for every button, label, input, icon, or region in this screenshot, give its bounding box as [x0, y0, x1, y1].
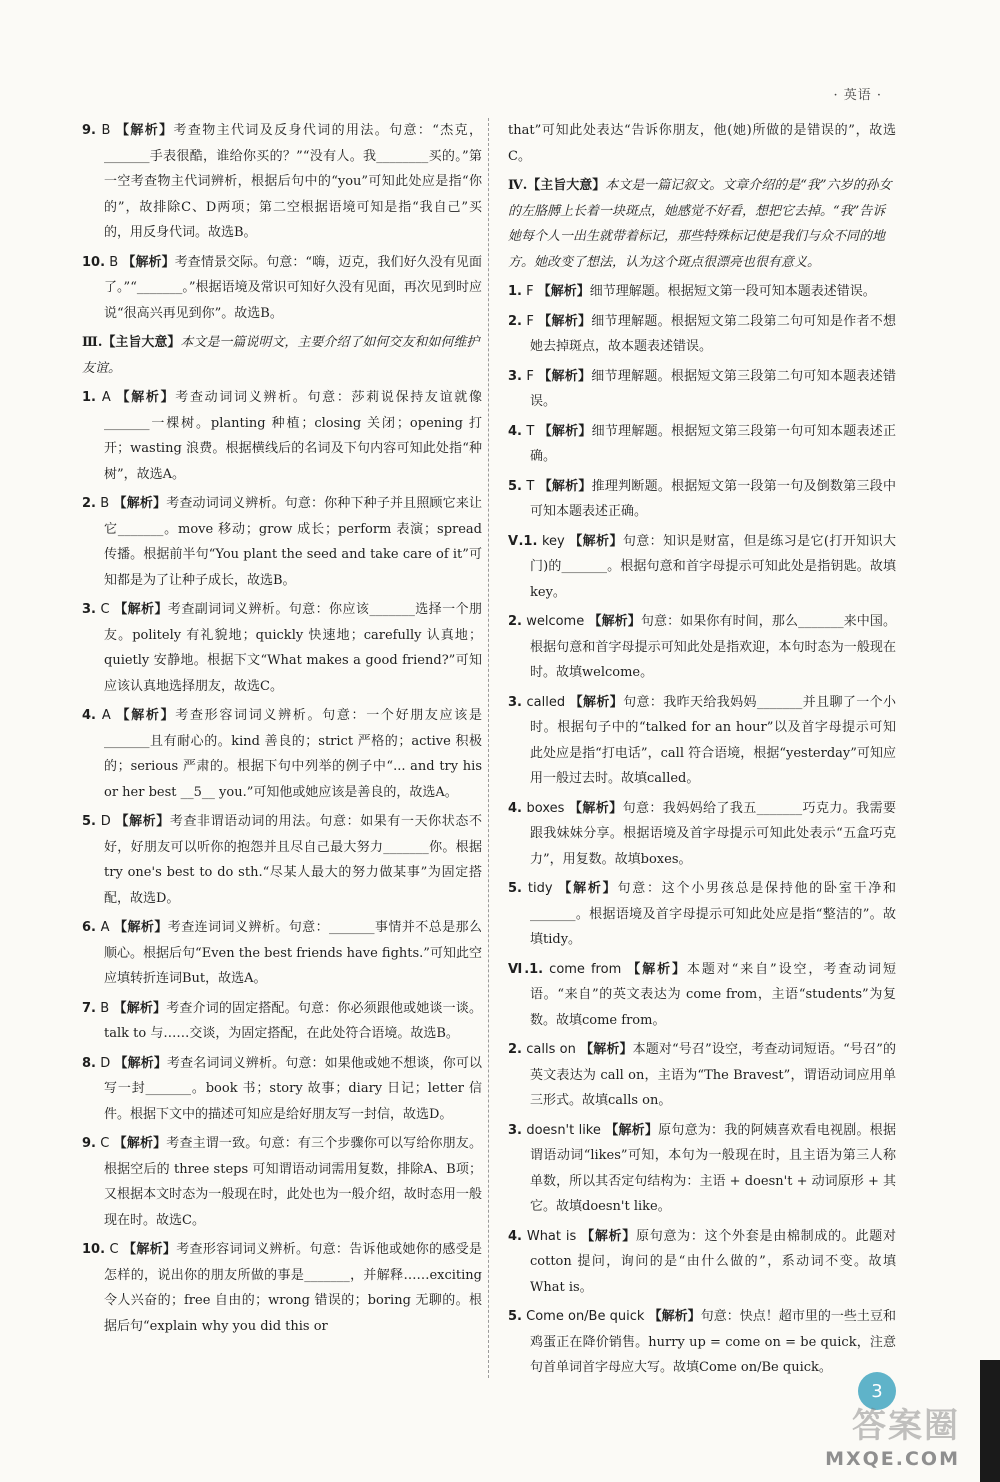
- item-explanation: 考查形容词词义辨析。句意：告诉他或她你的感受是怎样的，说出你的朋友所做的事是_______，并解释……exciting 令人兴奋的；free 自由的；wrong 错误的；boring 无聊的。根据后句“explain why you did this or: [104, 1242, 482, 1334]
- answer-item: [82, 1131, 482, 1233]
- item-answer: C: [109, 1242, 119, 1257]
- analysis-tag: 【解析】: [569, 694, 624, 710]
- item-number: 1.: [82, 390, 96, 405]
- answer-item: [508, 1037, 896, 1114]
- answer-item: [508, 419, 896, 470]
- item-explanation: 考查连词词义辨析。句意：_______事情并不总是那么顺心。根据后句“Even the best friends have fights.”可知此空应填转折连词But，故选A。: [104, 920, 482, 986]
- item-number: 2.: [508, 313, 522, 329]
- item-explanation: 细节理解题。根据短文第三段第一句可知本题表述正确。: [530, 423, 896, 464]
- item-explanation: 考查副词词义辨析。句意：你应该_______选择一个朋友。politely 有礼貌地；quickly 快速地；carefully 认真地；quietly 安静地。根据下文“What makes a good friend?”可知应该认真地选择朋友，故选C。: [104, 602, 482, 694]
- answer-item: [82, 915, 482, 992]
- watermark-glyphs: 答案圈: [852, 1406, 960, 1446]
- item-number: 5.: [508, 881, 522, 896]
- right-column: [508, 118, 896, 1385]
- item-explanation: 考查情景交际。句意：“嗨，迈克，我们好久没有见面了。”“_______。”根据语境及常识可知好久没有见面，再次见到时应说“很高兴再见到你”。故选B。: [104, 254, 482, 321]
- item-explanation: 考查名词词义辨析。句意：如果他或她不想谈，你可以写一封_______。book 书；story 故事；diary 日记；letter 信件。根据下文中的描述可知应是给好朋友写一封信，故选D。: [104, 1055, 482, 1122]
- analysis-tag: 【解析】: [558, 881, 618, 896]
- item-number: 8.: [82, 1055, 96, 1071]
- item-explanation: 考查介词的固定搭配。句意：你必须跟他或她谈一谈。talk to 与……交谈，为固定搭配，在此处符合语境。故选B。: [104, 1000, 482, 1041]
- answer-item: [82, 597, 482, 699]
- answer-item: [508, 876, 896, 953]
- item-number: Ⅵ.1.: [508, 961, 544, 977]
- answer-item: [508, 474, 896, 525]
- item-explanation: 句意：快点！超市里的一些土豆和鸡蛋正在降价销售。hurry up = come on = be quick，注意句首单词首字母应大写。故填Come on/Be quick。: [530, 1309, 896, 1375]
- item-explanation: 句意：如果你有时间，那么_______来中国。根据句意和首字母提示可知此处是指欢迎，本句时态为一般现在时。故填welcome。: [530, 614, 896, 680]
- item-answer: F: [526, 284, 534, 299]
- section-heading: Ⅳ.【主旨大意】: [508, 178, 606, 193]
- analysis-tag: 【解析】: [123, 1242, 177, 1257]
- analysis-tag: 【解析】: [115, 814, 170, 829]
- answer-item: [508, 279, 896, 305]
- edge-tab: [980, 1360, 1000, 1482]
- item-answer: F: [526, 313, 534, 329]
- item-number: 10.: [82, 1242, 106, 1257]
- item-number: 6.: [82, 920, 96, 935]
- analysis-tag: 【解析】: [537, 284, 590, 299]
- answer-item: [82, 491, 482, 593]
- analysis-tag: 【解析】: [569, 533, 623, 549]
- section-summary: [82, 330, 482, 381]
- item-answer: Come on/Be quick: [526, 1309, 645, 1324]
- page-header: · 英语 ·: [833, 88, 882, 103]
- watermark-site: MXQE.COM: [825, 1448, 960, 1470]
- analysis-tag: 【解析】: [114, 920, 168, 935]
- answer-item: [508, 690, 896, 792]
- item-number: 1.: [508, 284, 522, 299]
- item-answer: A: [101, 390, 111, 405]
- answer-item: [82, 1237, 482, 1339]
- page-number-badge: 3: [858, 1372, 896, 1410]
- item-number: 5.: [508, 1309, 522, 1324]
- analysis-tag: 【解析】: [114, 602, 168, 617]
- analysis-tag: 【解析】: [122, 254, 175, 270]
- watermark-logo: [790, 1396, 966, 1474]
- analysis-tag: 【解析】: [568, 800, 623, 816]
- item-answer: D: [100, 1055, 111, 1071]
- answer-item: [508, 364, 896, 415]
- section-heading: Ⅲ.【主旨大意】: [82, 335, 181, 350]
- analysis-tag: 【解析】: [538, 368, 592, 384]
- item-number: 4.: [508, 423, 522, 439]
- answer-item: [82, 118, 482, 246]
- item-number: 4.: [508, 1228, 522, 1244]
- answer-item: [82, 703, 482, 805]
- item-number: 7.: [82, 1000, 96, 1016]
- item-explanation: 句意：我昨天给我妈妈_______并且聊了一个小时。根据句子中的“talked for an hour”以及首字母提示可知此处应是指“打电话”，call 符合语境，根据“yesterday”可知应用一般过去时。故填called。: [530, 694, 896, 786]
- section-text: 本文是一篇说明文，主要介绍了如何交友和如何维护友谊。: [82, 335, 480, 376]
- item-answer: tidy: [527, 881, 553, 896]
- item-number: 2.: [508, 614, 522, 629]
- item-answer: calls on: [526, 1042, 576, 1057]
- item-number: 2.: [82, 496, 96, 511]
- item-explanation: 考查主谓一致。句意：有三个步骤你可以写给你朋友。根据空后的 three steps 可知谓语动词需用复数，排除A、B项；又根据本文时态为一般现在时，此处也为一般介绍，故时态用一般现在时。故选C。: [104, 1136, 482, 1228]
- item-number: 3.: [508, 694, 522, 710]
- item-answer: D: [100, 814, 111, 829]
- item-explanation: 本题对“号召”设空，考查动词短语。“号召”的英文表达为 call on，主语为“The Bravest”，谓语动词应用单三形式。故填calls on。: [530, 1042, 896, 1108]
- item-explanation: 句意：知识是财富，但是练习是它(打开知识大门)的_______。根据句意和首字母提示可知此处是指钥匙。故填key。: [530, 533, 897, 600]
- answer-item: [508, 609, 896, 686]
- item-number: 9.: [82, 1136, 96, 1151]
- analysis-tag: 【解析】: [113, 496, 167, 511]
- analysis-tag: 【解析】: [113, 1136, 167, 1151]
- item-number: 2.: [508, 1042, 522, 1057]
- column-divider: [488, 118, 489, 1378]
- answer-item: [82, 385, 482, 487]
- item-number: 3.: [508, 368, 522, 384]
- section-summary: [508, 173, 896, 275]
- section-text: 本文是一篇记叙文。文章介绍的是“我”六岁的孙女的左胳膊上长着一块斑点，她感觉不好看，想把它去掉。“我”告诉她每个人一出生就带着标记，那些特殊标记使是我们与众不同的地方。她改变了想法，认为这个斑点很漂亮也很有意义。: [508, 178, 892, 270]
- analysis-tag: 【解析】: [116, 708, 176, 723]
- answer-item: [508, 957, 896, 1034]
- item-explanation: 考查动词词义辨析。句意：你种下种子并且照顾它来让它_______。move 移动；grow 成长；perform 表演；spread 传播。根据前半句“You plant the seed and take care of it”可知都是为了让种子成长，故选B。: [104, 496, 482, 588]
- item-answer: B: [109, 254, 119, 270]
- item-explanation: 本题对“来自”设空，考查动词短语。“来自”的英文表达为 come from，主语“students”为复数。故填come from。: [530, 961, 896, 1028]
- item-answer: A: [100, 920, 110, 935]
- item-number: Ⅴ.1.: [508, 533, 538, 549]
- analysis-tag: 【解析】: [115, 123, 174, 138]
- item-explanation: 细节理解题。根据短文第一段可知本题表述错误。: [589, 284, 876, 299]
- item-answer: B: [100, 1000, 110, 1016]
- item-number: 5.: [82, 814, 96, 829]
- item-answer: called: [526, 694, 566, 710]
- item-answer: B: [100, 496, 110, 511]
- left-column: [82, 118, 482, 1343]
- answer-item: [508, 309, 896, 360]
- item-answer: C: [100, 602, 110, 617]
- analysis-tag: 【解析】: [648, 1309, 701, 1324]
- analysis-tag: 【解析】: [581, 1228, 636, 1244]
- item-explanation: 考查形容词词义辨析。句意：一个好朋友应该是_______且有耐心的。kind 善良的；strict 严格的；active 积极的；serious 严肃的。根据下句中列举的例子中“... and try his or her best __5__ you.”可知他或她应该是善良的，故选A。: [104, 708, 482, 800]
- analysis-tag: 【解析】: [588, 614, 641, 629]
- answer-item: [508, 529, 896, 606]
- item-explanation: 句意：我妈妈给了我五_______巧克力。我需要跟我妹妹分享。根据语境及首字母提示可知此处表示“五盒巧克力”，用复数。故填boxes。: [530, 800, 896, 867]
- answer-item: [508, 1224, 896, 1301]
- item-explanation: 句意：这个小男孩总是保持他的卧室干净和_______。根据语境及首字母提示可知此处应是指“整洁的”。故填tidy。: [530, 881, 896, 947]
- item-explanation: 推理判断题。根据短文第一段第一句及倒数第三段中可知本题表述正确。: [530, 478, 896, 519]
- item-number: 4.: [508, 800, 522, 816]
- item-number: 9.: [82, 123, 96, 138]
- item-explanation: 细节理解题。根据短文第三段第二句可知本题表述错误。: [530, 368, 896, 409]
- item-answer: What is: [526, 1228, 577, 1244]
- item-answer: A: [101, 708, 111, 723]
- analysis-tag: 【解析】: [538, 423, 592, 439]
- item-answer: C: [100, 1136, 110, 1151]
- item-explanation: 原句意为：这个外套是由棉制成的。此题对 cotton 提问，询问的是“由什么做的”，系动词不变。故填What is。: [530, 1228, 896, 1295]
- item-answer: come from: [549, 961, 622, 977]
- answer-item: [82, 809, 482, 911]
- item-number: 3.: [508, 1122, 522, 1138]
- analysis-tag: 【解析】: [538, 478, 592, 494]
- answer-item: [508, 1118, 896, 1220]
- item-answer: key: [541, 533, 565, 549]
- analysis-tag: 【解析】: [538, 313, 592, 329]
- item-answer: doesn't like: [526, 1122, 601, 1138]
- item-number: 5.: [508, 478, 522, 494]
- item-answer: T: [526, 478, 535, 494]
- answer-item: [82, 1051, 482, 1128]
- item-explanation: 考查物主代词及反身代词的用法。句意：“杰克，_______手表很酷，谁给你买的？”“没有人。我________买的。”第一空考查物主代词辨析，根据后句中的“you”可知此处应是指“你的”，故排除C、D两项；第二空根据语境可知是指“我自己”买的，用反身代词。故选B。: [104, 123, 482, 240]
- item-number: 4.: [82, 708, 96, 723]
- answer-item: [82, 996, 482, 1047]
- item-explanation: 原句意为：我的阿姨喜欢看电视剧。根据谓语动词“likes”可知，本句为一般现在时，且主语为第三人称单数，所以其否定句结构为：主语 + doesn't + 动词原形 + 其它。故填doesn't like。: [530, 1122, 896, 1214]
- item-number: 10.: [82, 254, 106, 270]
- item-answer: welcome: [526, 614, 585, 629]
- item-explanation: 考查非谓语动词的用法。句意：如果有一天你状态不好，好朋友可以听你的抱怨并且尽自己最大努力_______你。根据 try one's best to do sth.“尽某人最大的努力做某事”为固定搭配，故选D。: [104, 814, 482, 906]
- continued-text: that”可知此处表达“告诉你朋友，他(她)所做的是错误的”，故选C。: [508, 123, 896, 164]
- analysis-tag: 【解析】: [580, 1042, 633, 1057]
- item-answer: boxes: [526, 800, 565, 816]
- item-answer: B: [101, 123, 111, 138]
- item-answer: T: [526, 423, 535, 439]
- analysis-tag: 【解析】: [605, 1122, 659, 1138]
- analysis-tag: 【解析】: [113, 1000, 167, 1016]
- item-explanation: 考查动词词义辨析。句意：莎莉说保持友谊就像_______一棵树。planting 种植；closing 关闭；opening 打开；wasting 浪费。根据横线后的名词及下句内容可知此处指“种树”，故选A。: [104, 390, 482, 482]
- answer-item: [508, 796, 896, 873]
- item-number: 3.: [82, 602, 96, 617]
- analysis-tag: 【解析】: [116, 390, 176, 405]
- item-explanation: 细节理解题。根据短文第二段第二句可知是作者不想她去掉斑点，故本题表述错误。: [530, 313, 896, 354]
- item-answer: F: [526, 368, 534, 384]
- analysis-tag: 【解析】: [627, 961, 687, 977]
- answer-item: [82, 250, 482, 327]
- analysis-tag: 【解析】: [114, 1055, 168, 1071]
- answer-item: [508, 1304, 896, 1381]
